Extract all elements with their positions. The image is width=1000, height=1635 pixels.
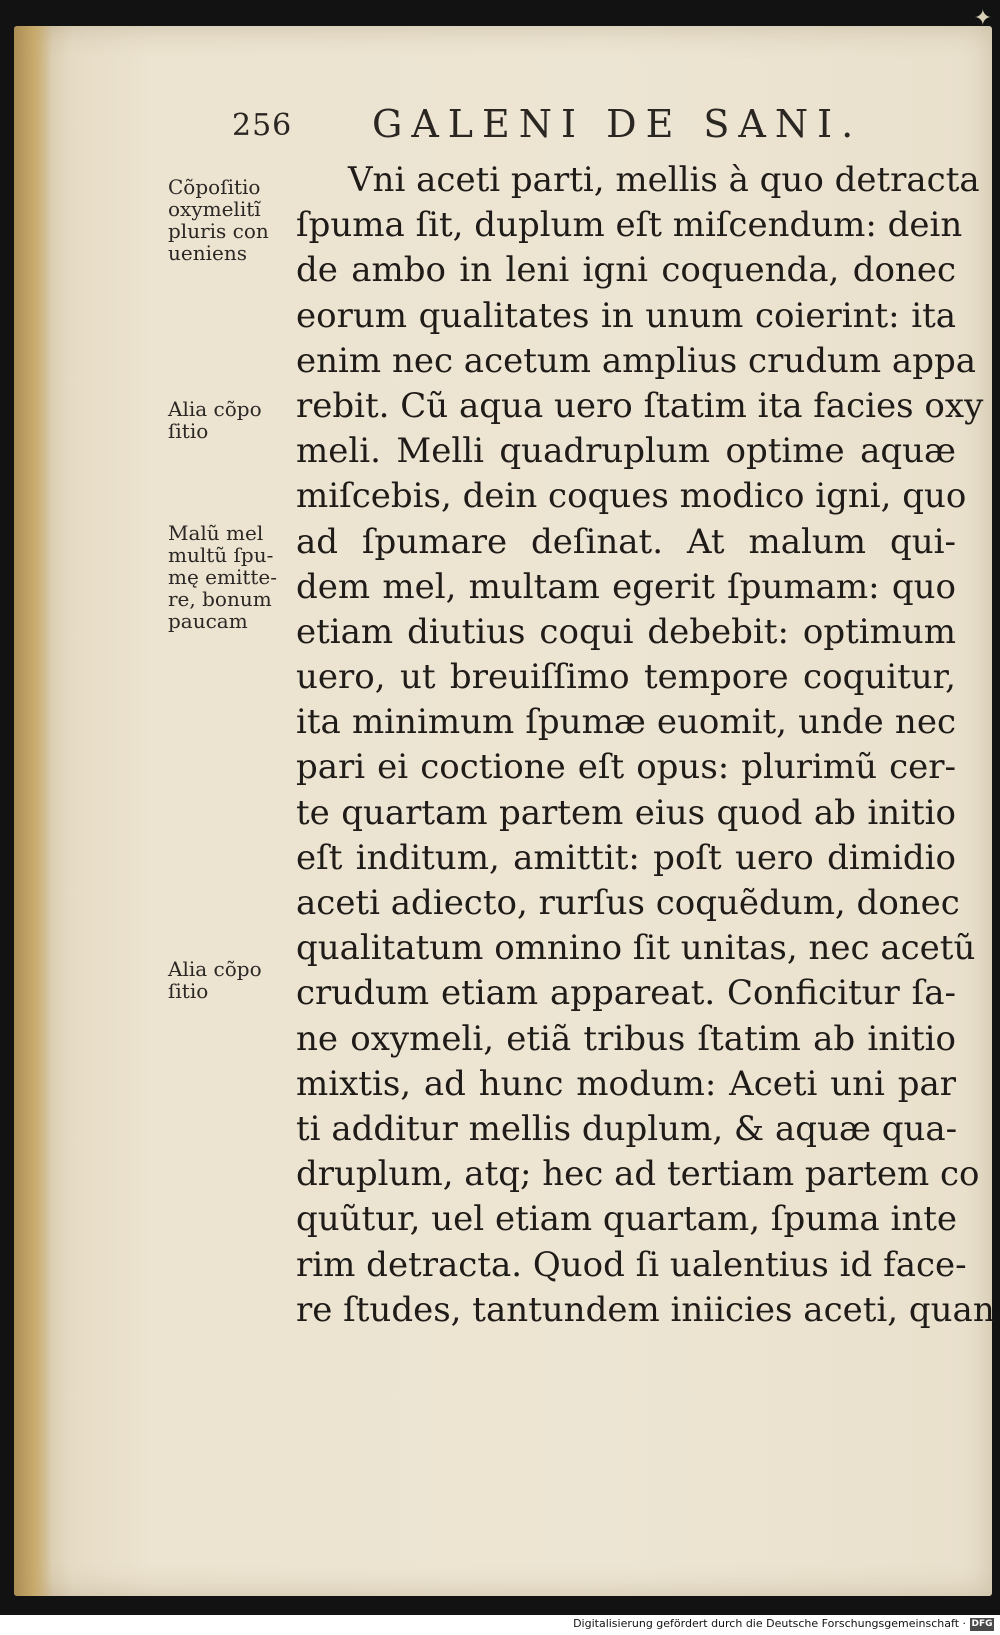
marginal-note-line: Alia cõpo [168, 397, 262, 421]
body-line: Vni aceti parti, mellis à quo detracta [348, 160, 980, 200]
marginal-note-line: Alia cõpo [168, 957, 262, 981]
marginal-note-line: ueniens [168, 241, 247, 265]
corner-mark-icon: ✦ [973, 6, 992, 31]
marginal-note-malum-mel [168, 522, 293, 632]
body-text [296, 158, 995, 1330]
footer-bar [0, 1615, 1000, 1635]
body-line: druplum, atq; hec ad tertiam partem co [296, 1154, 980, 1195]
dfg-logo-icon: DFG [971, 1619, 993, 1629]
marginal-note-line: mę emitte- [168, 565, 278, 589]
marginal-note-line: ſitio [168, 979, 209, 1003]
funding-credit: Digitalisierung gefördert durch die Deutsche Forschungsgemeinschaft · [573, 1617, 966, 1630]
body-line: ita minimum ſpumæ euomit, unde nec [296, 702, 956, 743]
running-head-title: GALENI DE SANI. [372, 102, 863, 146]
body-line: re ſtudes, tantundem iniicies aceti, quan [296, 1289, 995, 1330]
body-line: meli. Melli quadruplum optime aquæ [296, 431, 956, 472]
body-line: ne oxymeli, etiã tribus ſtatim ab initio [296, 1018, 956, 1059]
body-line: miſcebis, dein coques modico igni, quo [296, 476, 967, 517]
body-line: ad ſpumare deſinat. At malum qui- [296, 521, 956, 562]
body-line: ti additur mellis duplum, & aquæ qua- [296, 1108, 958, 1149]
marginal-note-line: Malũ mel [168, 521, 264, 545]
body-line: qualitatum omnino ſit unitas, nec acetũ [296, 928, 976, 969]
body-line: eſt inditum, amittit: poſt uero dimidio [296, 837, 956, 878]
body-line: pari ei coctione eſt opus: plurimũ cer- [296, 747, 956, 788]
body-line: enim nec acetum amplius crudum appa [296, 340, 976, 381]
body-line: uero, ut breuiſſimo tempore coquitur, [296, 657, 956, 698]
body-line: etiam diutius coqui debebit: optimum [296, 611, 956, 652]
book-spine-edge [14, 26, 52, 1596]
marginal-note-line: pluris con [168, 219, 269, 243]
body-line: eorum qualitates in unum coierint: ita [296, 295, 956, 336]
marginal-note-alia-compositio-2 [168, 958, 293, 1002]
body-line: dem mel, multam egerit ſpumam: quo [296, 566, 956, 607]
marginal-note-line: paucam [168, 609, 248, 633]
marginal-note-line: re, bonum [168, 587, 272, 611]
page-number: 256 [232, 108, 293, 143]
running-head [0, 102, 1000, 152]
body-line: crudum etiam appareat. Conficitur ſa- [296, 973, 956, 1014]
marginal-note-line: ſitio [168, 419, 209, 443]
body-line: rebit. Cũ aqua uero ſtatim ita facies oxy [296, 385, 984, 426]
body-line: aceti adiecto, rurſus coquẽdum, donec [296, 883, 960, 923]
body-line: de ambo in leni igni coquenda, donec [296, 250, 956, 291]
body-line: quũtur, uel etiam quartam, ſpuma inte [296, 1199, 958, 1240]
marginal-note-compositio-oxymelitis [168, 176, 293, 264]
body-line: ſpuma ſit, duplum eſt miſcendum: dein [296, 205, 963, 246]
body-line: te quartam partem eius quod ab initio [296, 792, 956, 833]
marginal-note-line: oxymelitĩ [168, 197, 261, 221]
marginal-note-line: multũ ſpu- [168, 543, 274, 567]
body-line: rim detracta. Quod ſi ualentius id face- [296, 1244, 967, 1285]
body-line: mixtis, ad hunc modum: Aceti uni par [296, 1063, 956, 1104]
marginal-note-alia-compositio-1 [168, 398, 293, 442]
marginal-note-line: Cõpoſitio [168, 175, 261, 199]
